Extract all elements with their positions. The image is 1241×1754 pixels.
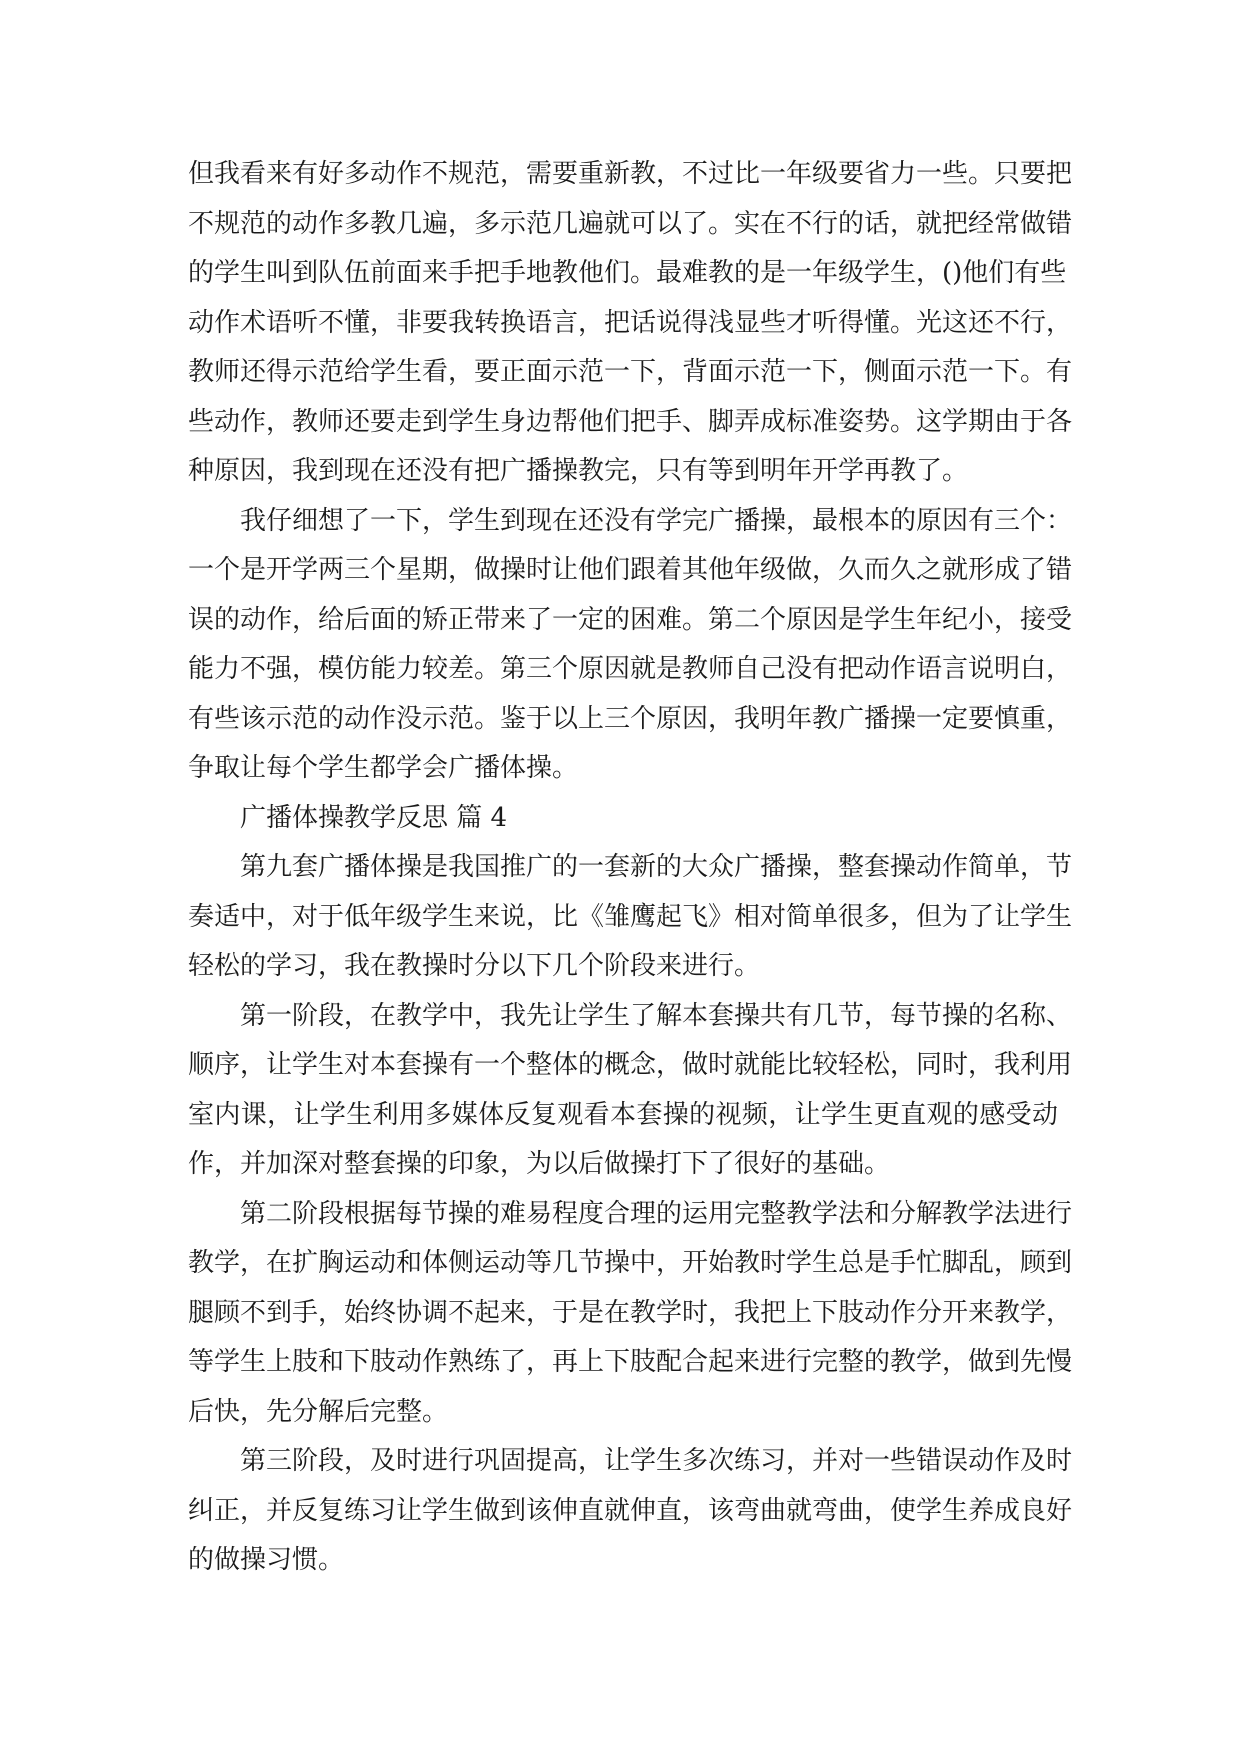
text-line: 轻松的学习，我在教操时分以下几个阶段来进行。	[188, 951, 761, 981]
text-line: 种原因，我到现在还没有把广播操教完，只有等到明年开学再教了。	[188, 456, 969, 486]
paragraph-first-line: 第一阶段，在教学中，我先让学生了解本套操共有几节，每节操的名称、	[240, 1000, 1073, 1031]
text-line: 腿顾不到手，始终协调不起来，于是在教学时，我把上下肢动作分开来教学，	[188, 1297, 1073, 1328]
text-line: 不规范的动作多教几遍，多示范几遍就可以了。实在不行的话，就把经常做错	[188, 208, 1073, 239]
text-line: 能力不强，模仿能力较差。第三个原因就是教师自己没有把动作语言说明白，	[188, 654, 1073, 684]
text-line: 顺序，让学生对本套操有一个整体的概念，做时就能比较轻松，同时，我利用	[188, 1050, 1073, 1080]
text-line: 的做操习惯。	[188, 1545, 345, 1575]
paragraph-first-line: 第三阶段，及时进行巩固提高，让学生多次练习，并对一些错误动作及时	[240, 1446, 1073, 1476]
paragraph-first-line: 我仔细想了一下，学生到现在还没有学完广播操，最根本的原因有三个：	[240, 505, 1073, 536]
text-line: 室内课，让学生利用多媒体反复观看本套操的视频，让学生更直观的感受动	[188, 1099, 1058, 1130]
text-line: 但我看来有好多动作不规范，需要重新教，不过比一年级要省力一些。只要把	[188, 159, 1073, 189]
body-text	[188, 150, 1073, 1586]
text-line: 争取让每个学生都学会广播体操。	[188, 753, 579, 783]
text-line: 些动作，教师还要走到学生身边帮他们把手、脚弄成标准姿势。这学期由于各	[188, 406, 1073, 437]
text-line: 动作术语听不懂，非要我转换语言，把话说得浅显些才听得懂。光这还不行，	[188, 307, 1073, 338]
text-line: 后快，先分解后完整。	[188, 1396, 449, 1427]
paragraph-first-line: 第二阶段根据每节操的难易程度合理的运用完整教学法和分解教学法进行	[240, 1198, 1073, 1229]
text-line: 教学，在扩胸运动和体侧运动等几节操中，开始教时学生总是手忙脚乱，顾到	[188, 1248, 1073, 1278]
text-line: 有些该示范的动作没示范。鉴于以上三个原因，我明年教广播操一定要慎重，	[188, 703, 1073, 734]
text-line: 误的动作，给后面的矫正带来了一定的困难。第二个原因是学生年纪小，接受	[188, 604, 1073, 635]
text-line: 等学生上肢和下肢动作熟练了，再上下肢配合起来进行完整的教学，做到先慢	[188, 1347, 1073, 1377]
text-line: 纠正，并反复练习让学生做到该伸直就伸直，该弯曲就弯曲，使学生养成良好	[188, 1495, 1073, 1526]
text-line: 教师还得示范给学生看，要正面示范一下，背面示范一下，侧面示范一下。有	[188, 357, 1073, 387]
text-line: 一个是开学两三个星期，做操时让他们跟着其他年级做，久而久之就形成了错	[188, 555, 1073, 585]
text-line: 作，并加深对整套操的印象，为以后做操打下了很好的基础。	[188, 1149, 891, 1179]
text-line: 奏适中，对于低年级学生来说，比《雏鹰起飞》相对简单很多，但为了让学生	[188, 901, 1073, 932]
paragraph-first-line: 广播体操教学反思 篇 4	[240, 802, 508, 833]
paragraph-first-line: 第九套广播体操是我国推广的一套新的大众广播操，整套操动作简单，节	[240, 852, 1073, 882]
text-line: 的学生叫到队伍前面来手把手地教他们。最难教的是一年级学生，()他们有些	[188, 258, 1067, 288]
